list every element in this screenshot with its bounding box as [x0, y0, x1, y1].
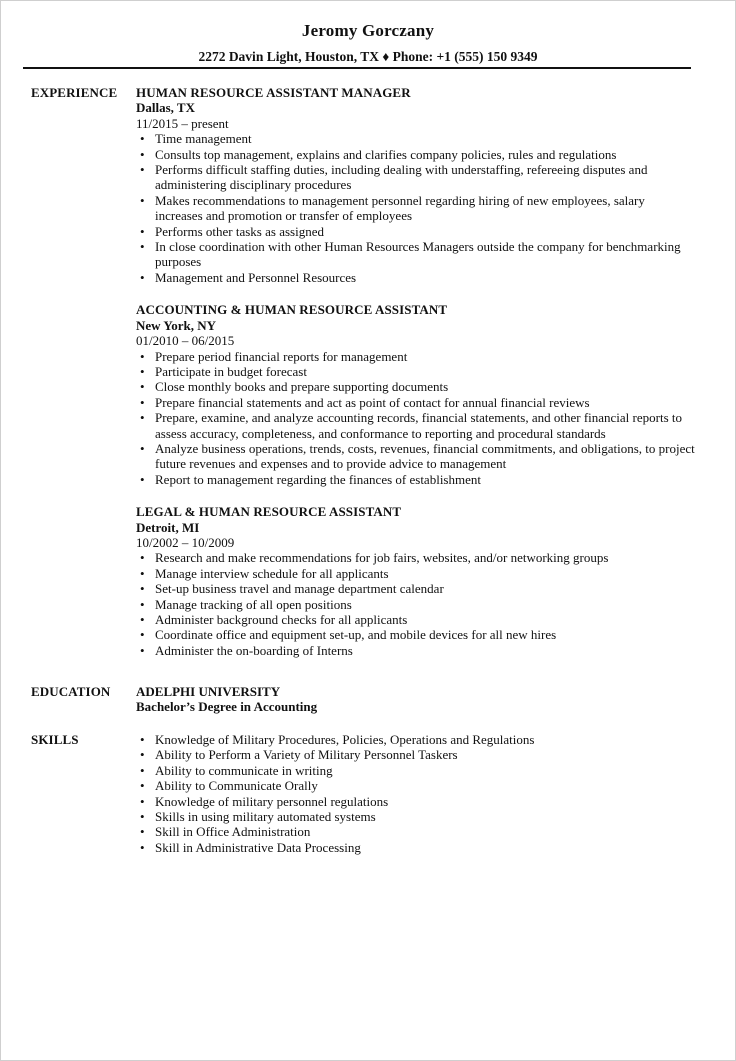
- contact-line: 2272 Davin Light, Houston, TX ♦ Phone: +1 (555) 150 9349: [198, 49, 538, 64]
- job-location: Dallas, TX: [136, 100, 195, 116]
- experience-list: [136, 85, 695, 675]
- job-location: Detroit, MI: [136, 519, 200, 535]
- job-duties: [136, 131, 695, 285]
- duty-item: • Administer background checks for all applicants: [136, 612, 695, 627]
- duty-item: • Prepare, examine, and analyze accounting records, financial statements, and other financial reports to assess accuracy, completeness, and conformance to reporting and procedural standards: [136, 410, 695, 441]
- job-dates: 01/2010 – 06/2015: [136, 333, 235, 349]
- skill-item: • Ability to Communicate Orally: [136, 778, 695, 793]
- skills-list: [136, 732, 695, 855]
- job-title: LEGAL & HUMAN RESOURCE ASSISTANT: [136, 504, 402, 520]
- school-name: ADELPHI UNIVERSITY: [136, 684, 281, 699]
- job-dates: 11/2015 – present: [136, 115, 229, 131]
- job-duties: [136, 550, 695, 658]
- duty-item: • Research and make recommendations for job fairs, websites, and/or networking groups: [136, 550, 695, 565]
- job-entry: [136, 85, 695, 285]
- duty-item: • Prepare period financial reports for management: [136, 349, 695, 364]
- duty-item: • Prepare financial statements and act as point of contact for annual financial reviews: [136, 395, 695, 410]
- skill-item: • Knowledge of Military Procedures, Policies, Operations and Regulations: [136, 732, 695, 747]
- job-dates: 10/2002 – 10/2009: [136, 534, 235, 550]
- job-title: ACCOUNTING & HUMAN RESOURCE ASSISTANT: [136, 302, 448, 318]
- skill-item: • Ability to Perform a Variety of Military Personnel Taskers: [136, 747, 695, 762]
- duty-item: • Consults top management, explains and clarifies company policies, rules and regulations: [136, 147, 695, 162]
- duty-item: • Manage tracking of all open positions: [136, 597, 695, 612]
- duty-item: • Administer the on-boarding of Interns: [136, 643, 695, 658]
- duty-item: • Performs other tasks as assigned: [136, 224, 695, 239]
- duty-item: • Time management: [136, 131, 695, 146]
- job-duties: [136, 349, 695, 488]
- degree-name: Bachelor’s Degree in Accounting: [136, 699, 318, 715]
- duty-item: • Coordinate office and equipment set-up, and mobile devices for all new hires: [136, 627, 695, 642]
- skill-item: • Skills in using military automated systems: [136, 809, 695, 824]
- job-location: New York, NY: [136, 317, 217, 333]
- duty-item: • In close coordination with other Human Resources Managers outside the company for benchmarking purposes: [136, 239, 695, 270]
- job-entry: [136, 504, 695, 658]
- duty-item: • Management and Personnel Resources: [136, 270, 695, 285]
- education-heading: EDUCATION: [31, 684, 111, 699]
- duty-item: • Analyze business operations, trends, costs, revenues, financial commitments, and obligations, to project future revenues and expenses and to provide advice to management: [136, 441, 695, 472]
- duty-item: • Set-up business travel and manage department calendar: [136, 581, 695, 596]
- duty-item: • Report to management regarding the finances of establishment: [136, 472, 695, 487]
- header-divider: [23, 67, 691, 69]
- duty-item: • Performs difficult staffing duties, including dealing with understaffing, refereeing disputes and administering disciplinary procedures: [136, 162, 695, 193]
- skill-item: • Knowledge of military personnel regulations: [136, 794, 695, 809]
- candidate-name: Jeromy Gorczany: [301, 21, 435, 40]
- duty-item: • Participate in budget forecast: [136, 364, 695, 379]
- skill-item: • Skill in Administrative Data Processing: [136, 840, 695, 855]
- job-title: HUMAN RESOURCE ASSISTANT MANAGER: [136, 85, 411, 100]
- skills-bullets: [136, 732, 695, 855]
- duty-item: • Manage interview schedule for all applicants: [136, 566, 695, 581]
- skill-item: • Ability to communicate in writing: [136, 763, 695, 778]
- skill-item: • Skill in Office Administration: [136, 824, 695, 839]
- duty-item: • Makes recommendations to management personnel regarding hiring of new employees, salary increases and promotion or transfer of employees: [136, 193, 695, 224]
- duty-item: • Close monthly books and prepare supporting documents: [136, 379, 695, 394]
- experience-heading: EXPERIENCE: [31, 85, 118, 100]
- education-entry: [136, 684, 695, 715]
- job-entry: [136, 302, 695, 487]
- skills-heading: SKILLS: [31, 732, 79, 747]
